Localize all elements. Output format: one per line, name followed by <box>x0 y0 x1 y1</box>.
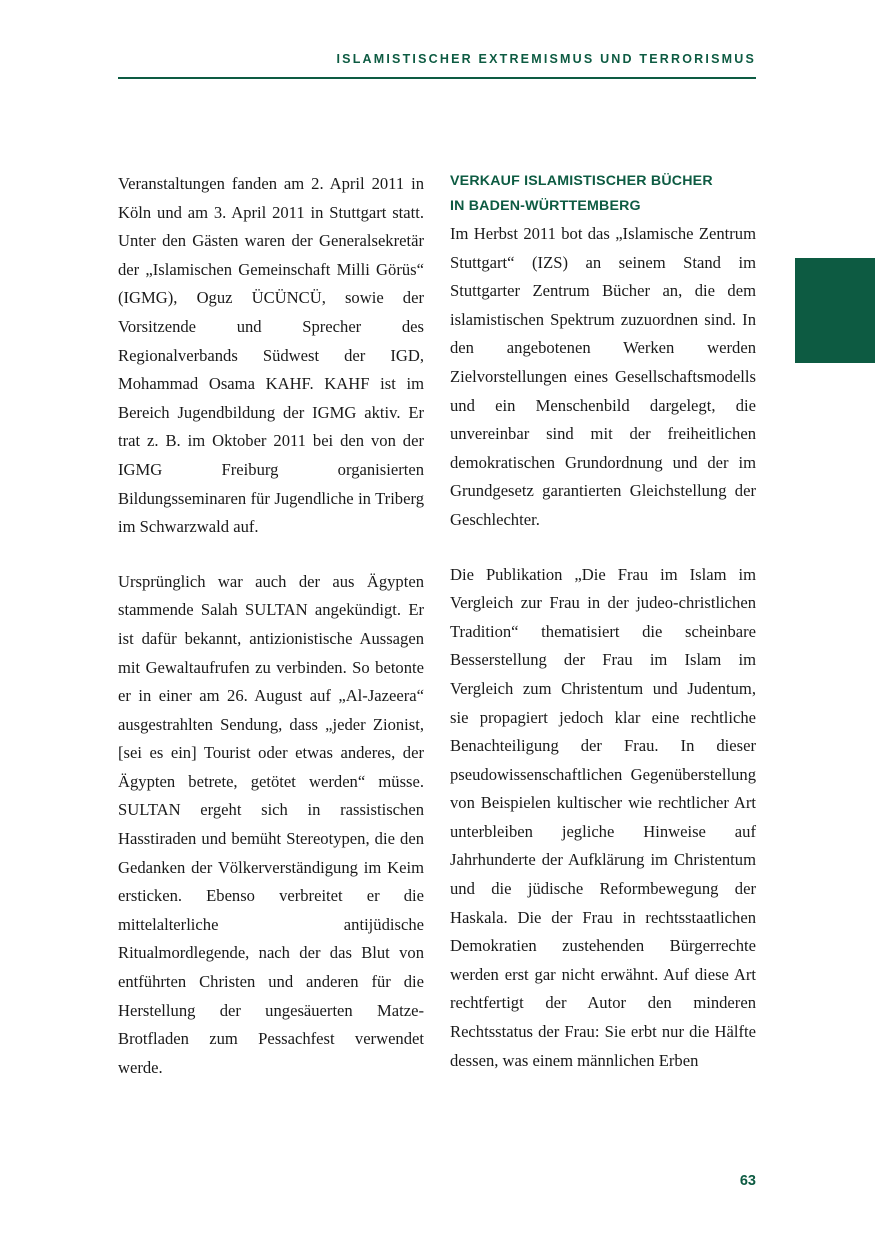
running-header <box>118 52 756 67</box>
section-subheading-line1: VERKAUF ISLAMISTISCHER BÜCHER <box>450 173 713 189</box>
paragraph: Die Publikation „Die Frau im Islam im Vergleich zur Frau in der judeo-christlichen Tradition“ thematisiert die scheinbare Besserstellung der Frau im Islam im Vergleich zum Christentum und Judentum, sie propagiert jedoch klar eine rechtliche Benachteiligung der Frau. In dieser pseudowissenschaftlichen Gegenüberstellung von Beispielen kultischer wie rechtlicher Art unterbleiben jegliche Hinweise auf Jahrhunderte der Aufklärung im Christentum und die jüdische Reformbewegung der Haskala. Die der Frau in rechtsstaatlichen Demokratien zustehenden Bürgerrechte werden erst gar nicht erwähnt. Auf diese Art rechtfertigt der Autor den minderen Rechtsstatus der Frau: Sie erbt nur die Hälfte dessen, was einem männlichen Erben <box>450 564 756 1070</box>
paragraph: Veranstaltungen fanden am 2. April 2011 in Köln und am 3. April 2011 in Stuttgart statt. Unter den Gästen waren der Generalsekretär der „Islamischen Gemeinschaft Milli Görüs“ (IGMG), Oguz ÜCÜNCÜ, sowie der Vorsitzende und Sprecher des Regionalverbands Südwest der IGD, Mohammad Osama KAHF. KAHF ist im Bereich Jugendbildung der IGMG aktiv. Er trat z. B. im Oktober 2011 bei den von der IGMG Freiburg organisierten Bildungsseminaren für Jugendliche in Triberg im Schwarzwald auf. <box>118 174 424 537</box>
right-text-column <box>450 170 756 1075</box>
running-header-title: ISLAMISTISCHER EXTREMISMUS UND TERRORISMUS <box>336 52 756 66</box>
left-text-column <box>118 170 424 1082</box>
paragraph: Im Herbst 2011 bot das „Islamische Zentrum Stuttgart“ (IZS) an seinem Stand im Stuttgarter Zentrum Bücher an, die dem islamistischen Spektrum zuzuordnen sind. In den angebotenen Werken werden Zielvorstellungen eines Gesellschaftsmodells und ein Menschenbild dargelegt, die unvereinbar sind mit der freiheitlichen demokratischen Grundordnung und der im Grundgesetz garantierten Gleichstellung der Geschlechter. <box>450 224 756 529</box>
section-subheading-line2: IN BADEN-WÜRTTEMBERG <box>450 198 641 214</box>
chapter-side-tab <box>795 258 875 363</box>
header-divider <box>118 77 756 79</box>
page-number: 63 <box>739 1173 756 1189</box>
paragraph: Ursprünglich war auch der aus Ägypten stammende Salah SULTAN angekündigt. Er ist dafür bekannt, antizionistische Aussagen mit Gewaltaufrufen zu verbinden. So betonte er in einer am 26. August auf „Al-Jazeera“ ausgestrahlten Sendung, dass „jeder Zionist, [sei es ein] Tourist oder etwas anderes, der Ägypten betrete, getötet werden“ müsse. SULTAN ergeht sich in rassistischen Hasstiraden und bemüht Stereotypen, die den Gedanken der Völkerverständigung im Keim ersticken. Ebenso verbreitet er die mittelalterliche antijüdische Ritualmordlegende, nach der das Blut von entführten Christen und anderen für die Herstellung der ungesäuerten Matze-Brotfladen zum Pessachfest verwendet werde. <box>118 571 424 1077</box>
